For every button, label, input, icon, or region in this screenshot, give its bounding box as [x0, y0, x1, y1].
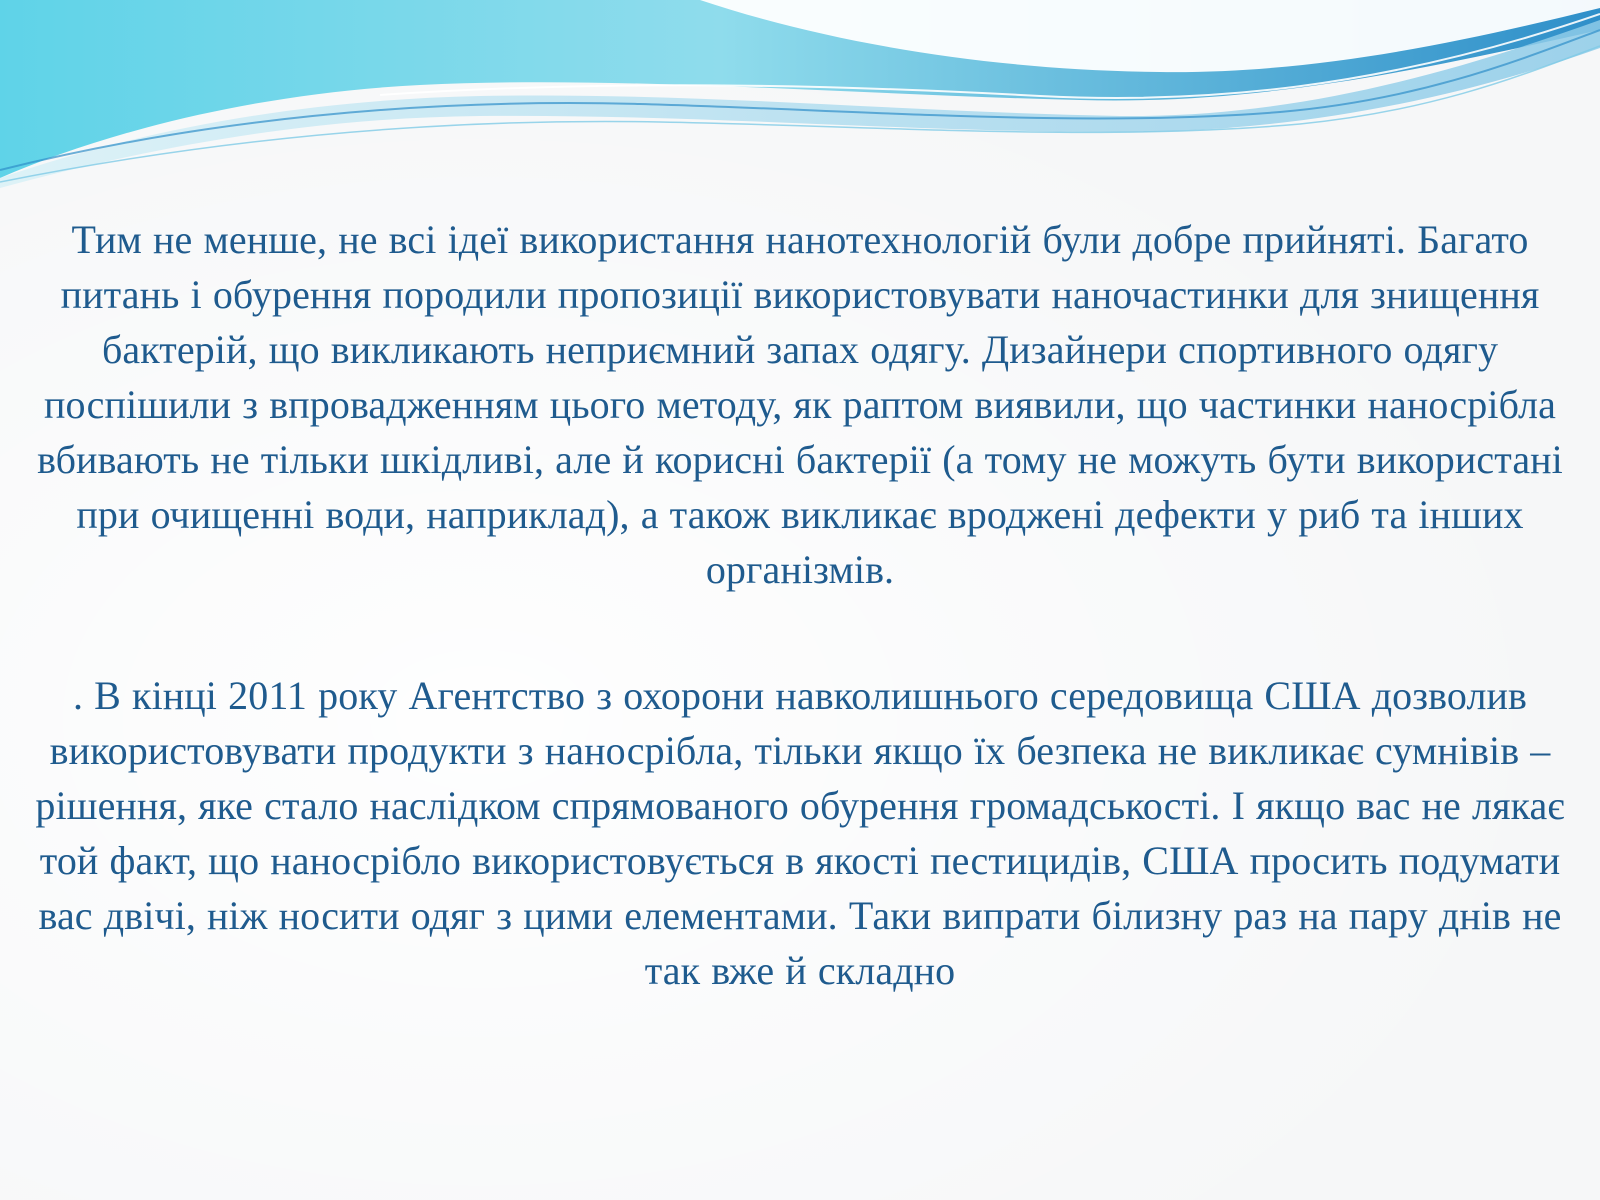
paragraph-2: . В кінці 2011 року Агентство з охорони навколишнього середовища США дозволив використовувати продукти з наносрібла, тільки якщо їх безпека не викликає сумнівів – рішення, яке стало наслідком спрямованого обурення громадськості. І якщо вас не лякає той факт, що наносрібло використовується в якості пестицидів, США просить подумати вас двічі, ніж носити одяг з цими елементами. Таки випрати білизну раз на пару днів не так вже й складно — [35, 673, 1565, 993]
paragraph-1: Тим не менше, не всі ідеї використання нанотехнологій були добре прийняті. Багато питань і обурення породили пропозиції використовувати наночастинки для знищення бактерій, що викликають неприємний запах одягу. Дизайнери спортивного одягу поспішили з впровадженням цього методу, як раптом виявили, що частинки наносрібла вбивають не тільки шкідливі, але й корисні бактерії (а тому не можуть бути використані при очищенні води, наприклад), а також викликає вроджені дефекти у риб та інших організмів. — [37, 217, 1563, 592]
wave-header-decoration — [0, 0, 1600, 190]
